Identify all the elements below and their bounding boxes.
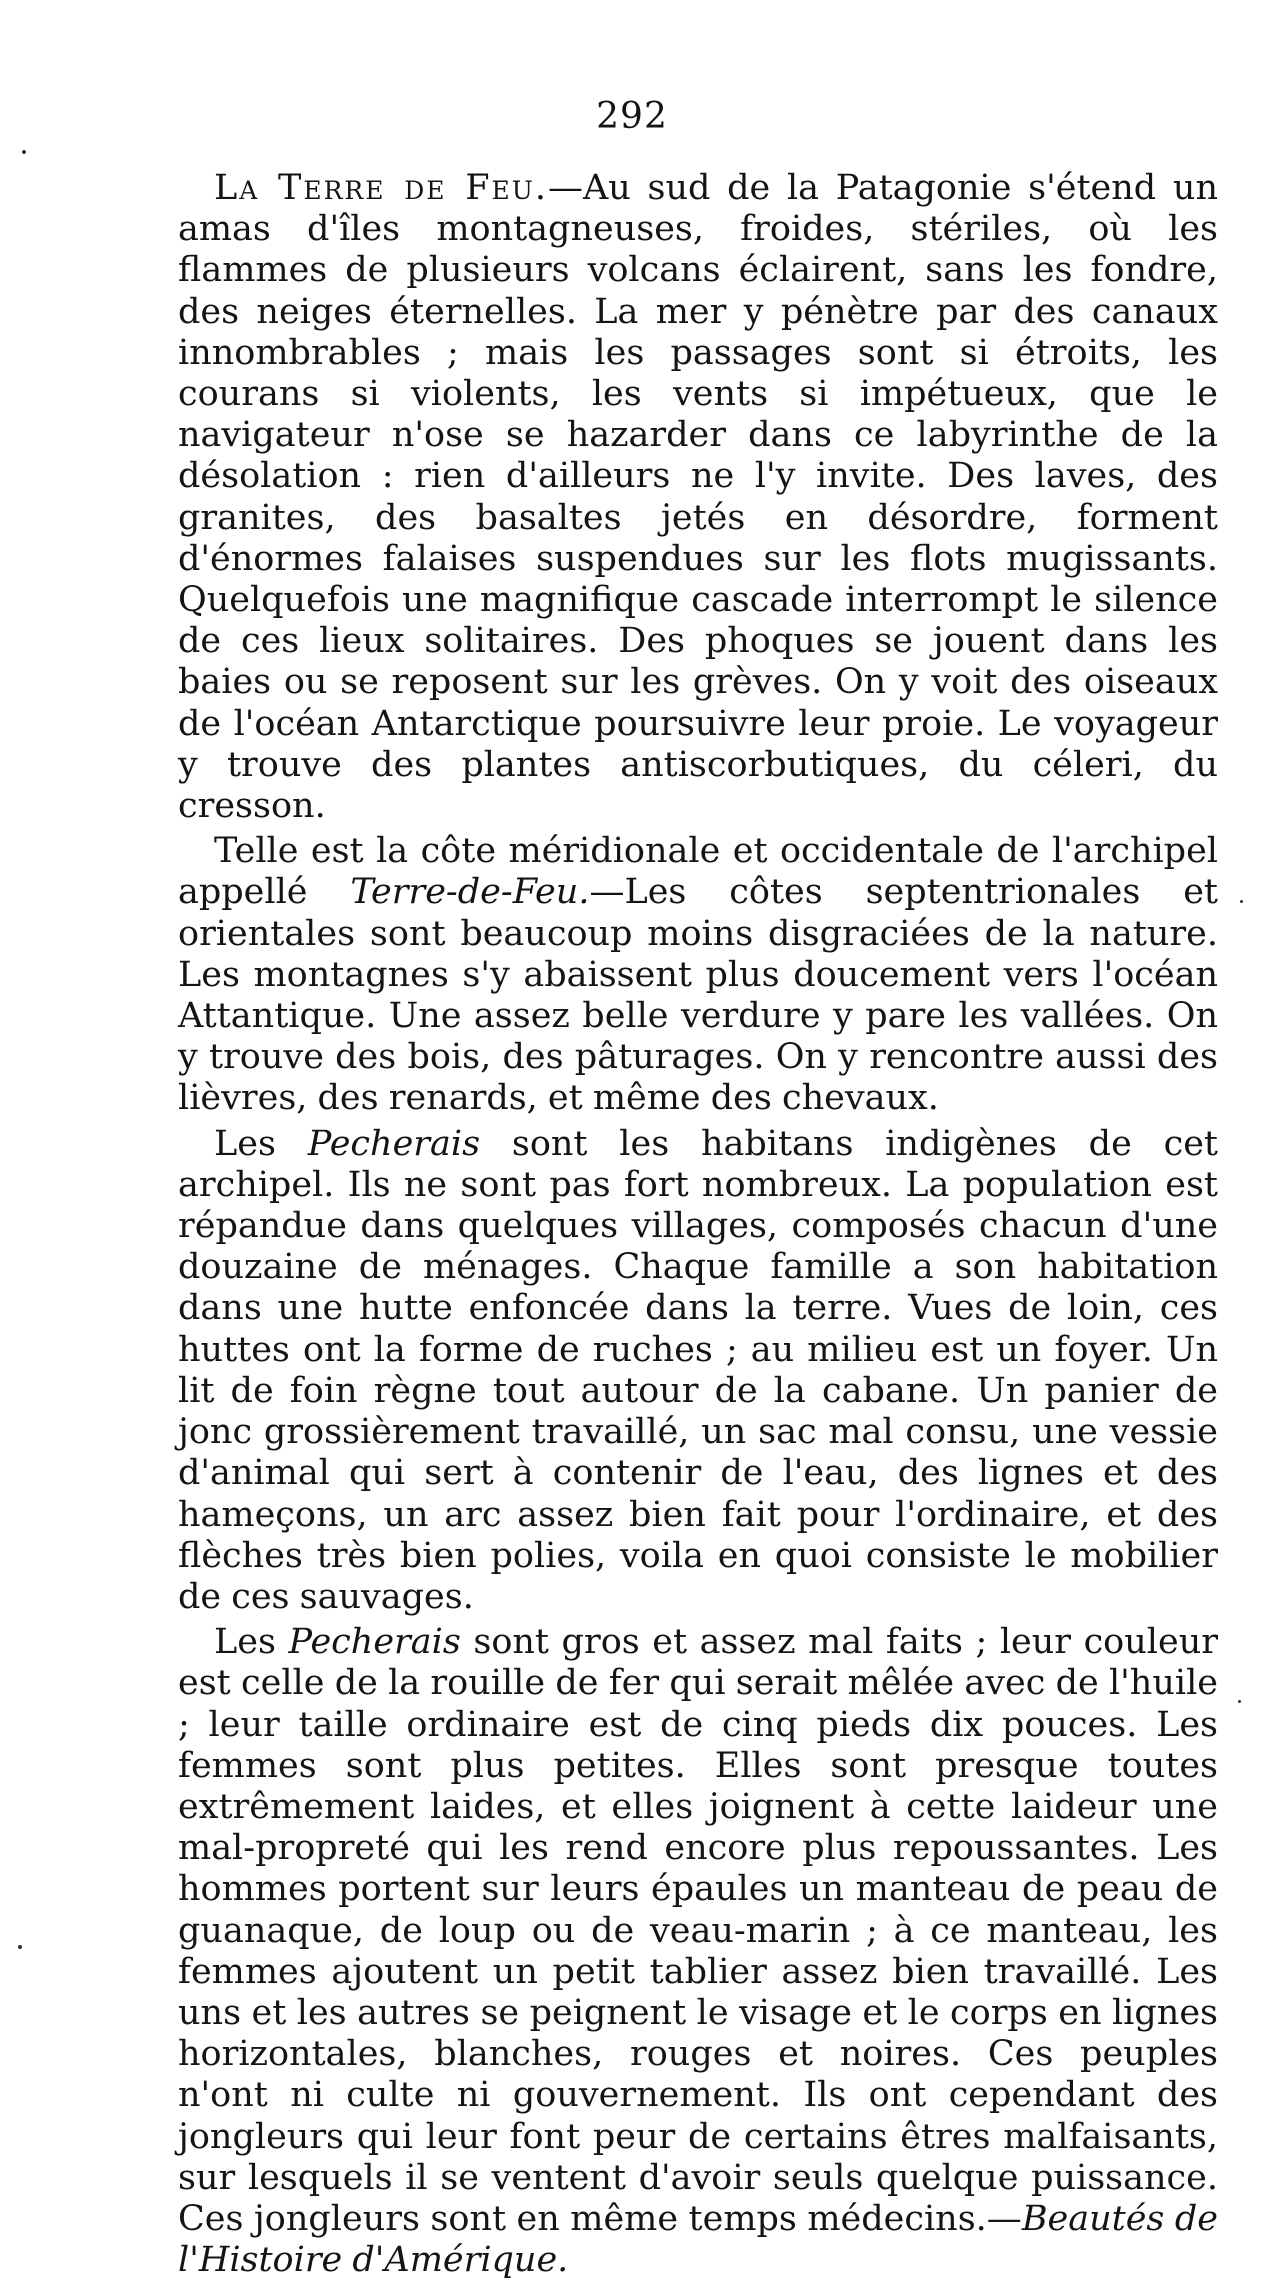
paragraph-2-text-a: Telle est la côte méridionale et occidentale de l'archipel appellé — [178, 831, 1218, 913]
section-heading: La Terre de Feu. — [214, 168, 548, 208]
term-terre-de-feu: Terre-de-Feu. — [350, 872, 590, 913]
paragraph-2-text-b: —Les côtes septentrionales et orientales sont beaucoup moins disgraciées de la nature. Les montagnes s'y abaissent plus doucement vers l'océan Attantique. Une assez belle verdure y pare les vallées. On y trouve des bois, des pâturages. On y rencontre aussi des lièvres, des renards, et même des chevaux. — [178, 872, 1218, 1119]
print-speck — [22, 150, 26, 154]
term-pecherais-2: Pecherais — [288, 1622, 461, 1663]
paragraph-3-text-b: sont les habitans indigènes de cet archipel. Ils ne sont pas fort nombreux. La population est répandue dans quelques villages, composés chacun d'une douzaine de ménages. Chaque famille a son habitation dans une hutte enfoncée dans la terre. Vues de loin, ces huttes ont la forme de ruches ; au milieu est un foyer. Un lit de foin règne tout autour de la cabane. Un panier de jonc grossièrement travaillé, un sac mal consu, une vessie d'animal qui sert à contenir de l'eau, des lignes et des hameçons, un arc assez bien fait pour l'ordinaire, et des flèches très bien polies, voila en quoi consiste le mobilier de ces sauvages. — [178, 1123, 1218, 1617]
print-speck — [18, 1945, 22, 1949]
paragraph-terre-de-feu — [178, 168, 1218, 827]
paragraph-1-text: —Au sud de la Patagonie s'étend un amas d'îles montagneuses, froides, stériles, où les flammes de plusieurs volcans éclairent, sans les fondre, des neiges éternelles. La mer y pénètre par des canaux innombrables ; mais les passages sont si étroits, les courans si violents, les vents si impétueux, que le navigateur n'ose se hazarder dans ce labyrinthe de la désolation : rien d'ailleurs ne l'y invite. Des laves, des granites, des basaltes jetés en désordre, forment d'énormes falaises suspendues sur les flots mugissants. Quelquefois une magnifique cascade interrompt le silence de ces lieux solitaires. Des phoques se jouent dans les baies ou se reposent sur les grèves. On y voit des oiseaux de l'océan Antarctique poursuivre leur proie. Le voyageur y trouve des plantes antiscorbutiques, du céleri, du cresson. — [178, 168, 1218, 827]
paragraph-4-text-b: sont gros et assez mal faits ; leur couleur est celle de la rouille de fer qui serait mêlée avec de l'huile ; leur taille ordinaire est de cinq pieds dix pouces. Les femmes sont plus petites. Elles sont presque toutes extrêmement laides, et elles joignent à cette laideur une mal-propreté qui les rend encore plus repoussantes. Les hommes portent sur leurs épaules un manteau de peau de guanaque, de loup ou de veau-marin ; à ce manteau, les femmes ajoutent un petit tablier assez bien travaillé. Les uns et les autres se peignent le visage et le corps en lignes horizontales, blanches, rouges et noires. Ces peuples n'ont ni culte ni gouvernement. Ils ont cependant des jongleurs qui leur font peur de certains êtres malfaisants, sur lesquels il se ventent d'avoir seuls quelque puissance. Ces jongleurs sont en même temps médecins.— — [178, 1622, 1218, 2239]
print-speck — [1240, 900, 1243, 903]
paragraph-cote — [178, 831, 1218, 1119]
source-citation: Beautés de l'Histoire d'Amérique. — [178, 2198, 1218, 2281]
print-speck — [1238, 1700, 1241, 1703]
paragraph-4-text-a: Les — [214, 1622, 276, 1663]
term-pecherais: Pecherais — [307, 1123, 481, 1164]
body-text — [178, 168, 1218, 2285]
paragraph-habitans — [178, 1124, 1218, 1618]
page-number: 292 — [596, 96, 668, 137]
paragraph-3-text-a: Les — [214, 1123, 276, 1164]
paragraph-description — [178, 1622, 1218, 2281]
